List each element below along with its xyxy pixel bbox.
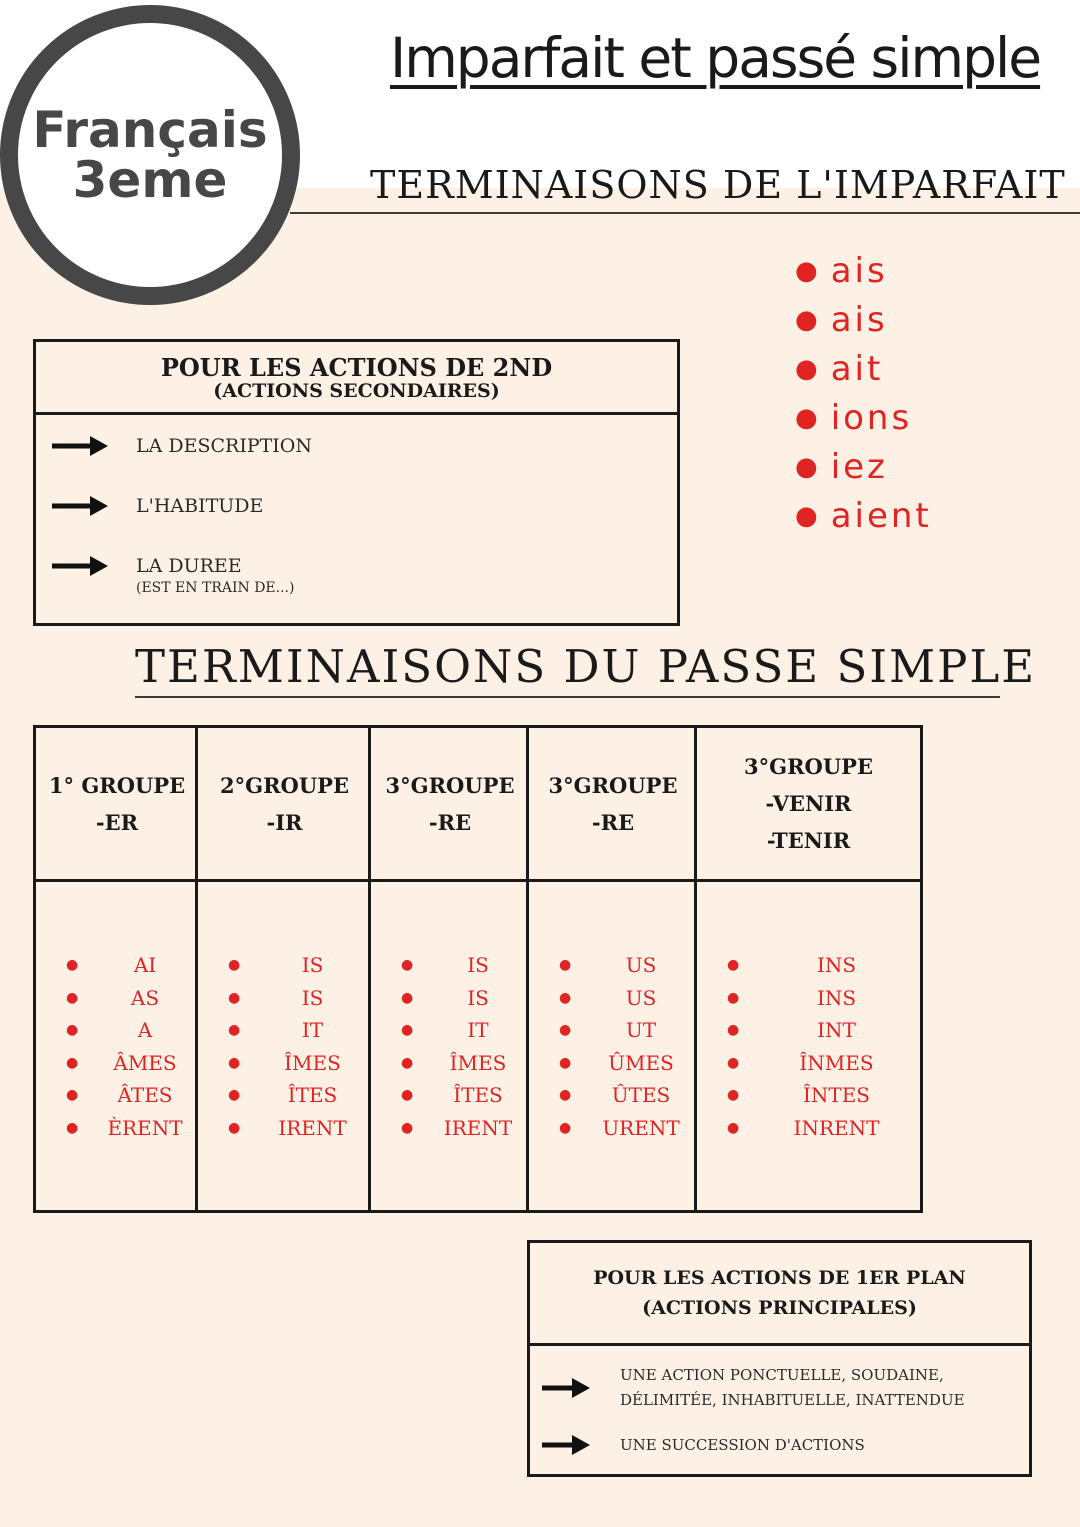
list-item bbox=[198, 949, 371, 982]
column-endings bbox=[198, 882, 371, 1145]
ending-text: IS bbox=[301, 985, 324, 1010]
bullet-icon: ● bbox=[727, 1054, 740, 1071]
ending-text: ÎNTES bbox=[802, 1083, 871, 1108]
second-plan-item-text: LA DUREE bbox=[136, 555, 242, 577]
bullet-icon: ● bbox=[727, 1119, 740, 1136]
table-column bbox=[526, 728, 697, 1210]
imparfait-endings-list bbox=[795, 247, 932, 541]
list-item bbox=[529, 1047, 697, 1080]
bullet-icon: ● bbox=[228, 1054, 241, 1071]
list-item bbox=[198, 1112, 371, 1145]
column-header-group: 3°GROUPE bbox=[548, 772, 678, 798]
arrow-right-icon bbox=[50, 554, 110, 578]
list-item bbox=[697, 1014, 920, 1047]
list-item bbox=[36, 1014, 198, 1047]
bullet-icon: ● bbox=[66, 957, 79, 973]
second-plan-item-text: L'HABITUDE bbox=[136, 495, 264, 517]
list-item bbox=[795, 394, 932, 443]
list-item bbox=[371, 1014, 529, 1047]
second-plan-item-block bbox=[136, 554, 294, 598]
imparfait-ending: iez bbox=[830, 447, 888, 487]
column-header-group: 1° GROUPE bbox=[48, 772, 186, 798]
passe-simple-table bbox=[33, 725, 923, 1213]
column-endings bbox=[371, 882, 529, 1145]
column-endings bbox=[36, 882, 198, 1145]
list-item bbox=[198, 1014, 371, 1047]
bullet-icon: ● bbox=[228, 1022, 241, 1039]
second-plan-box bbox=[33, 339, 680, 626]
bullet-icon: ● bbox=[559, 1022, 572, 1039]
list-item bbox=[198, 1047, 371, 1080]
list-item bbox=[529, 1079, 697, 1112]
column-header-verb: -VENIR bbox=[765, 791, 852, 816]
column-header bbox=[697, 728, 920, 882]
bullet-icon: ● bbox=[401, 1022, 414, 1039]
bullet-icon: ● bbox=[559, 1054, 572, 1071]
column-header bbox=[529, 728, 697, 882]
ending-text: ÎTES bbox=[287, 1083, 338, 1108]
bullet-icon: ● bbox=[795, 305, 821, 335]
column-header-verb: -ER bbox=[95, 809, 139, 835]
list-item bbox=[529, 1014, 697, 1047]
bullet-icon: ● bbox=[727, 1022, 740, 1039]
list-item bbox=[795, 296, 932, 345]
list-item bbox=[36, 1112, 198, 1145]
list-item bbox=[529, 982, 697, 1015]
bullet-icon: ● bbox=[401, 1087, 414, 1104]
column-header-verb: -RE bbox=[591, 809, 635, 835]
badge-level: 3eme bbox=[72, 151, 228, 209]
list-item bbox=[697, 1112, 920, 1145]
imparfait-ending: ions bbox=[830, 398, 913, 438]
bullet-icon: ● bbox=[401, 957, 414, 973]
ending-text: UT bbox=[625, 1018, 657, 1043]
list-item bbox=[371, 1047, 529, 1080]
bullet-icon: ● bbox=[401, 989, 414, 1006]
column-header-verb: -RE bbox=[428, 809, 472, 835]
bullet-icon: ● bbox=[795, 501, 821, 531]
ending-text: ÈRENT bbox=[107, 1115, 183, 1140]
bullet-icon: ● bbox=[795, 256, 821, 286]
second-plan-subtitle: (ACTIONS SECONDAIRES) bbox=[213, 379, 500, 402]
bullet-icon: ● bbox=[401, 1054, 414, 1071]
ending-text: AS bbox=[130, 985, 160, 1010]
bullet-icon: ● bbox=[795, 354, 821, 384]
bullet-icon: ● bbox=[66, 1119, 79, 1136]
table-column bbox=[368, 728, 529, 1210]
bullet-icon: ● bbox=[66, 989, 79, 1006]
list-item bbox=[697, 1047, 920, 1080]
second-plan-item bbox=[50, 434, 312, 458]
column-header-group: 3°GROUPE bbox=[744, 754, 873, 779]
bullet-icon: ● bbox=[401, 1119, 414, 1136]
first-plan-title: POUR LES ACTIONS DE 1ER PLAN bbox=[593, 1267, 966, 1289]
ending-text: ÎNMES bbox=[799, 1050, 874, 1075]
bullet-icon: ● bbox=[559, 989, 572, 1006]
ending-text: A bbox=[137, 1018, 153, 1043]
list-item bbox=[795, 345, 932, 394]
bullet-icon: ● bbox=[559, 957, 572, 973]
column-header-verb: -TENIR bbox=[766, 828, 851, 853]
imparfait-ending: aient bbox=[830, 496, 932, 536]
second-plan-item-text: LA DESCRIPTION bbox=[136, 435, 313, 457]
ending-text: AI bbox=[133, 953, 157, 977]
bullet-icon: ● bbox=[795, 452, 821, 482]
imparfait-ending: ais bbox=[830, 300, 888, 340]
passe-simple-heading: TERMINAISONS DU PASSE SIMPLE bbox=[135, 638, 1000, 698]
list-item bbox=[371, 1079, 529, 1112]
list-item bbox=[795, 247, 932, 296]
list-item bbox=[36, 1047, 198, 1080]
column-header bbox=[36, 728, 198, 882]
bullet-icon: ● bbox=[66, 1022, 79, 1039]
list-item bbox=[371, 949, 529, 982]
imparfait-ending: ais bbox=[830, 251, 888, 291]
ending-text: ÎTES bbox=[453, 1083, 503, 1108]
bullet-icon: ● bbox=[727, 957, 740, 973]
ending-text: IS bbox=[467, 985, 489, 1010]
first-plan-item-text: DÉLIMITÉE, INHABITUELLE, INATTENDUE bbox=[620, 1391, 965, 1409]
bullet-icon: ● bbox=[559, 1087, 572, 1104]
table-column bbox=[36, 728, 198, 1210]
ending-text: URENT bbox=[602, 1115, 680, 1140]
ending-text: ÛTES bbox=[611, 1083, 671, 1108]
page-title: Imparfait et passé simple bbox=[390, 26, 1041, 90]
column-header-verb: -IR bbox=[266, 809, 303, 835]
list-item bbox=[529, 1112, 697, 1145]
first-plan-box bbox=[527, 1240, 1032, 1477]
list-item bbox=[697, 949, 920, 982]
bullet-icon: ● bbox=[228, 1119, 241, 1136]
list-item bbox=[371, 982, 529, 1015]
ending-text: INRENT bbox=[793, 1115, 880, 1140]
table-column bbox=[195, 728, 371, 1210]
first-plan-subtitle: (ACTIONS PRINCIPALES) bbox=[642, 1297, 917, 1319]
imparfait-heading: TERMINAISONS DE L'IMPARFAIT bbox=[370, 163, 1066, 207]
column-header-group: 2°GROUPE bbox=[220, 772, 349, 798]
second-plan-header bbox=[36, 342, 677, 415]
ending-text: INT bbox=[817, 1018, 856, 1043]
arrow-right-icon bbox=[540, 1433, 592, 1457]
ending-text: ÂMES bbox=[113, 1050, 177, 1075]
first-plan-header bbox=[530, 1243, 1029, 1346]
column-header bbox=[198, 728, 371, 882]
first-plan-item bbox=[540, 1433, 865, 1458]
ending-text: US bbox=[625, 985, 657, 1010]
bullet-icon: ● bbox=[727, 1087, 740, 1104]
ending-text: INS bbox=[816, 985, 857, 1010]
ending-text: US bbox=[625, 953, 657, 977]
ending-text: INS bbox=[816, 953, 857, 977]
second-plan-title: POUR LES ACTIONS DE 2ND bbox=[160, 352, 553, 382]
subject-badge bbox=[0, 5, 300, 305]
list-item bbox=[697, 982, 920, 1015]
first-plan-item-text: UNE ACTION PONCTUELLE, SOUDAINE, bbox=[620, 1366, 944, 1384]
ending-text: IRENT bbox=[278, 1115, 347, 1140]
arrow-right-icon bbox=[540, 1376, 592, 1400]
list-item bbox=[36, 982, 198, 1015]
column-header-group: 3°GROUPE bbox=[385, 772, 515, 798]
arrow-right-icon bbox=[50, 434, 110, 458]
ending-text: ÂTES bbox=[117, 1083, 173, 1108]
arrow-right-icon bbox=[50, 494, 110, 518]
bullet-icon: ● bbox=[795, 403, 821, 433]
ending-text: IRENT bbox=[443, 1115, 513, 1140]
bullet-icon: ● bbox=[66, 1087, 79, 1104]
bullet-icon: ● bbox=[66, 1054, 79, 1071]
bullet-icon: ● bbox=[228, 989, 241, 1006]
ending-text: IS bbox=[301, 953, 324, 977]
ending-text: ÎMES bbox=[449, 1050, 507, 1075]
ending-text: ÎMES bbox=[284, 1050, 341, 1075]
ending-text: IT bbox=[301, 1018, 324, 1043]
column-endings bbox=[697, 882, 920, 1145]
list-item bbox=[198, 982, 371, 1015]
second-plan-item-note: (EST EN TRAIN DE...) bbox=[136, 580, 295, 596]
ending-text: IS bbox=[467, 953, 489, 977]
first-plan-item-block bbox=[620, 1363, 965, 1413]
list-item bbox=[795, 443, 932, 492]
second-plan-item bbox=[50, 494, 263, 518]
list-item bbox=[795, 492, 932, 541]
bullet-icon: ● bbox=[228, 1087, 241, 1104]
column-endings bbox=[529, 882, 697, 1145]
list-item bbox=[529, 949, 697, 982]
column-header bbox=[371, 728, 529, 882]
list-item bbox=[36, 949, 198, 982]
ending-text: IT bbox=[467, 1018, 489, 1043]
bullet-icon: ● bbox=[727, 989, 740, 1006]
list-item bbox=[371, 1112, 529, 1145]
table-column bbox=[694, 728, 920, 1210]
header-divider bbox=[290, 212, 1080, 214]
list-item bbox=[36, 1079, 198, 1112]
first-plan-item-text: UNE SUCCESSION D'ACTIONS bbox=[620, 1436, 865, 1454]
badge-subject: Français bbox=[32, 101, 268, 159]
first-plan-item bbox=[540, 1363, 965, 1413]
bullet-icon: ● bbox=[228, 957, 241, 973]
imparfait-ending: ait bbox=[830, 349, 884, 389]
second-plan-item bbox=[50, 554, 294, 598]
list-item bbox=[198, 1079, 371, 1112]
list-item bbox=[697, 1079, 920, 1112]
ending-text: ÛMES bbox=[608, 1050, 674, 1075]
bullet-icon: ● bbox=[559, 1119, 572, 1136]
